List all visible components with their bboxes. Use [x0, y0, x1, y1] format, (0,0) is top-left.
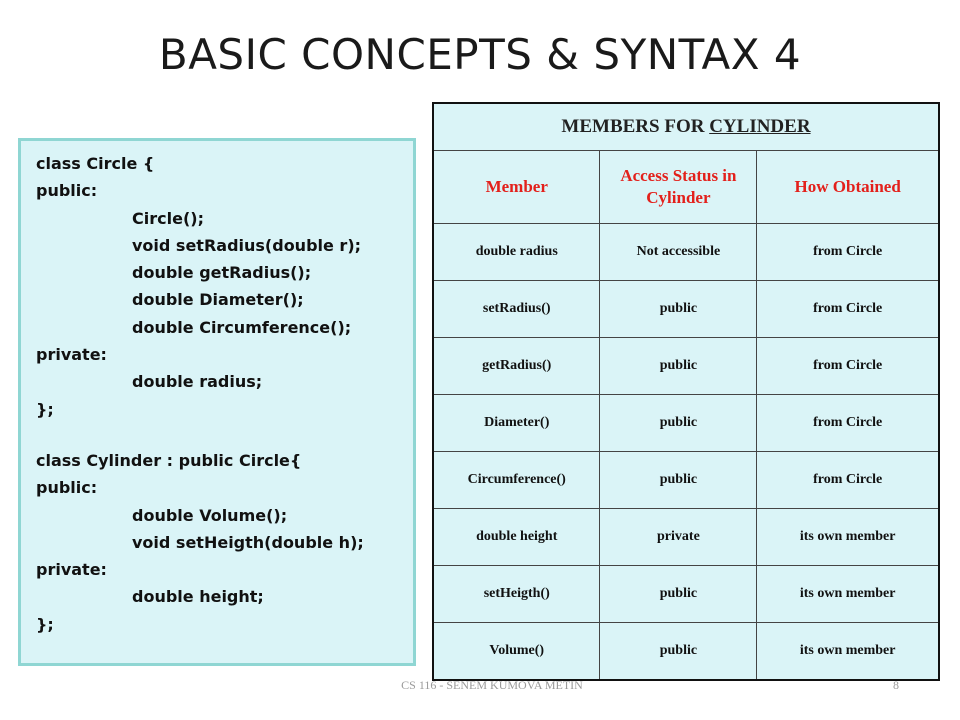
code-line: double Volume();: [132, 505, 288, 525]
access-status-cell: public: [600, 566, 757, 623]
how-obtained-cell: its own member: [757, 623, 939, 681]
member-cell: setRadius(): [433, 281, 600, 338]
code-box: [18, 138, 416, 666]
code-line: double Diameter();: [132, 290, 304, 310]
code-line: public:: [36, 181, 98, 201]
how-obtained-cell: from Circle: [757, 452, 939, 509]
member-cell: double radius: [433, 224, 600, 281]
code-line: void setRadius(double r);: [132, 235, 362, 255]
member-cell: Volume(): [433, 623, 600, 681]
table-row: [433, 509, 939, 566]
access-status-cell: public: [600, 623, 757, 681]
code-line: double getRadius();: [132, 263, 312, 283]
table-row: [433, 281, 939, 338]
slide-title: BASIC CONCEPTS & SYNTAX 4: [158, 30, 802, 79]
page-number: 8: [893, 678, 899, 692]
table-row: [433, 395, 939, 452]
code-line: double height;: [132, 587, 264, 607]
member-cell: double height: [433, 509, 600, 566]
code-line: };: [36, 399, 54, 419]
table-row: [433, 623, 939, 681]
table-caption: [433, 103, 939, 151]
how-obtained-cell: from Circle: [757, 224, 939, 281]
code-line: private:: [36, 560, 107, 580]
code-blank-line: [36, 423, 413, 447]
how-obtained-cell: from Circle: [757, 338, 939, 395]
header-how-obtained: How Obtained: [757, 151, 939, 224]
access-status-cell: public: [600, 281, 757, 338]
table-row: [433, 452, 939, 509]
member-cell: Diameter(): [433, 395, 600, 452]
how-obtained-cell: its own member: [757, 509, 939, 566]
footer-text: CS 116 - SENEM KUMOVA METIN: [401, 678, 583, 692]
code-line: void setHeigth(double h);: [132, 532, 364, 552]
header-access-status: Access Status in Cylinder: [600, 151, 757, 224]
table-caption-underlined: CYLINDER: [709, 116, 811, 137]
access-status-cell: private: [600, 509, 757, 566]
code-line: double Circumference();: [132, 317, 352, 337]
table-row: [433, 338, 939, 395]
code-line: };: [36, 614, 54, 634]
member-cell: setHeigth(): [433, 566, 600, 623]
code-line: double radius;: [132, 372, 263, 392]
code-line: class Cylinder : public Circle{: [36, 450, 302, 470]
header-member: Member: [433, 151, 600, 224]
members-table: [432, 102, 940, 681]
access-status-cell: public: [600, 395, 757, 452]
table-row: [433, 224, 939, 281]
code-line: private:: [36, 345, 107, 365]
how-obtained-cell: its own member: [757, 566, 939, 623]
table-row: [433, 566, 939, 623]
member-cell: Circumference(): [433, 452, 600, 509]
code-line: public:: [36, 478, 98, 498]
how-obtained-cell: from Circle: [757, 395, 939, 452]
member-cell: getRadius(): [433, 338, 600, 395]
table-caption-prefix: MEMBERS FOR: [561, 116, 710, 137]
code-line: class Circle {: [36, 154, 155, 173]
how-obtained-cell: from Circle: [757, 281, 939, 338]
access-status-cell: public: [600, 452, 757, 509]
access-status-cell: public: [600, 338, 757, 395]
access-status-cell: Not accessible: [600, 224, 757, 281]
code-line: Circle();: [132, 208, 204, 228]
